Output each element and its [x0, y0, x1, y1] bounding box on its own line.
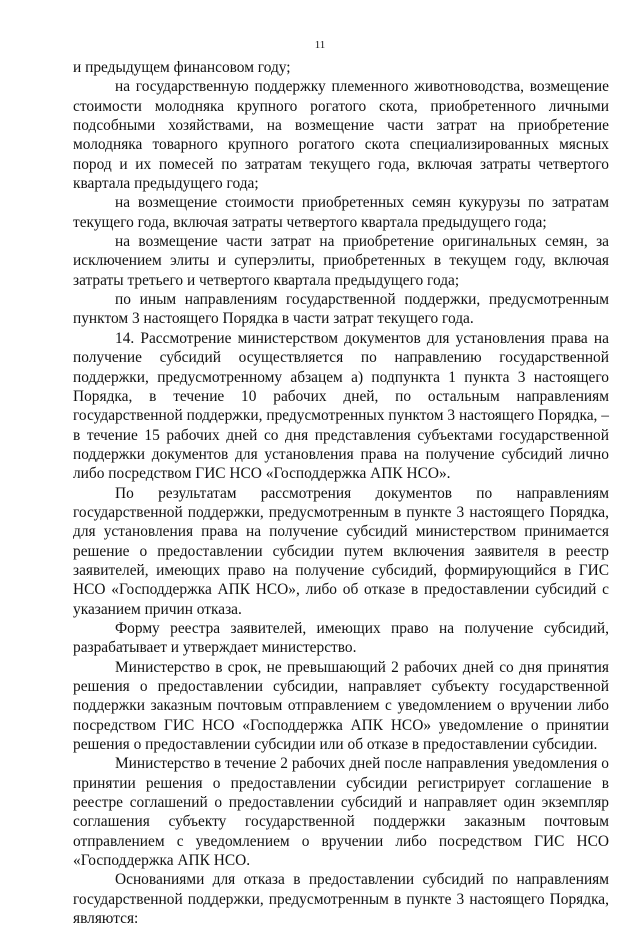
paragraph-livestock-support: на государственную поддержку племенного животноводства, возмещение стоимости молодняка крупного рогатого скота, приобретенного личными подсобными хозяйствами, на возмещение части затрат на приобретение молодняка товарного крупного рогатого скота специализированных мясных пород и их помесей по затратам текущего года, включая затраты четвертого квартала предыдущего года; [73, 78, 609, 193]
paragraph-item-14: 14. Рассмотрение министерством документов для установления права на получение субсидий осуществляется по направлению государственной поддержки, предусмотренному абзацем а) подпункта 1 пункта 3 настоящего Порядка, в течение 10 рабочих дней, по остальным направлениям государственной поддержки, предусмотренных пунктом 3 настоящего Порядка, – в течение 15 рабочих дней со дня представления субъектами государственной поддержки документов для установления права на получение субсидий лично либо посредством ГИС НСО «Господдержка АПК НСО». [73, 329, 609, 483]
paragraph-original-seeds: на возмещение части затрат на приобретение оригинальных семян, за исключением элиты и суперэлиты, приобретенных в текущем году, включая затраты третьего и четвертого квартала предыдущего года; [73, 233, 609, 289]
paragraph-refusal-grounds: Основаниями для отказа в предоставлении субсидий по направлениям государственной поддержки, предусмотренным в пункте 3 настоящего Порядка, являются: [73, 871, 609, 928]
page-number: 11 [314, 39, 326, 51]
document-body [73, 58, 609, 928]
paragraph-review-results: По результатам рассмотрения документов по направлениям государственной поддержки, предусмотренным в пункте 3 настоящего Порядка, для установления права на получение субсидий министерством принимается решение о предоставлении субсидии путем включения заявителя в реестр заявителей, имеющих право на получение субсидий, формирующийся в ГИС НСО «Господдержка АПК НСО», либо об отказе в предоставлении субсидий с указанием причин отказа. [73, 484, 609, 618]
paragraph-notification: Министерство в срок, не превышающий 2 рабочих дней со дня принятия решения о предоставлении субсидии, направляет субъекту государственной поддержки заказным почтовым отправлением с уведомлением о вручении либо посредством ГИС НСО «Господдержка АПК НСО» уведомление о принятии решения о предоставлении субсидии или об отказе в предоставлении субсидии. [73, 658, 609, 754]
paragraph-continuation: и предыдущем финансовом году; [73, 59, 291, 76]
paragraph-registry-form: Форму реестра заявителей, имеющих право на получение субсидий, разрабатывает и утверждает министерство. [73, 619, 609, 657]
paragraph-other-directions: по иным направлениям государственной поддержки, предусмотренным пунктом 3 настоящего Порядка в части затрат текущего года. [73, 291, 609, 328]
paragraph-agreement-registration: Министерство в течение 2 рабочих дней после направления уведомления о принятии решения о предоставлении субсидии регистрирует соглашение в реестре соглашений о предоставлении субсидий и направляет один экземпляр соглашения субъекту государственной поддержки заказным почтовым отправлением с уведомлением о вручении либо посредством ГИС НСО «Господдержка АПК НСО. [73, 755, 609, 870]
paragraph-corn-seeds: на возмещение стоимости приобретенных семян кукурузы по затратам текущего года, включая затраты четвертого квартала предыдущего года; [73, 194, 609, 231]
